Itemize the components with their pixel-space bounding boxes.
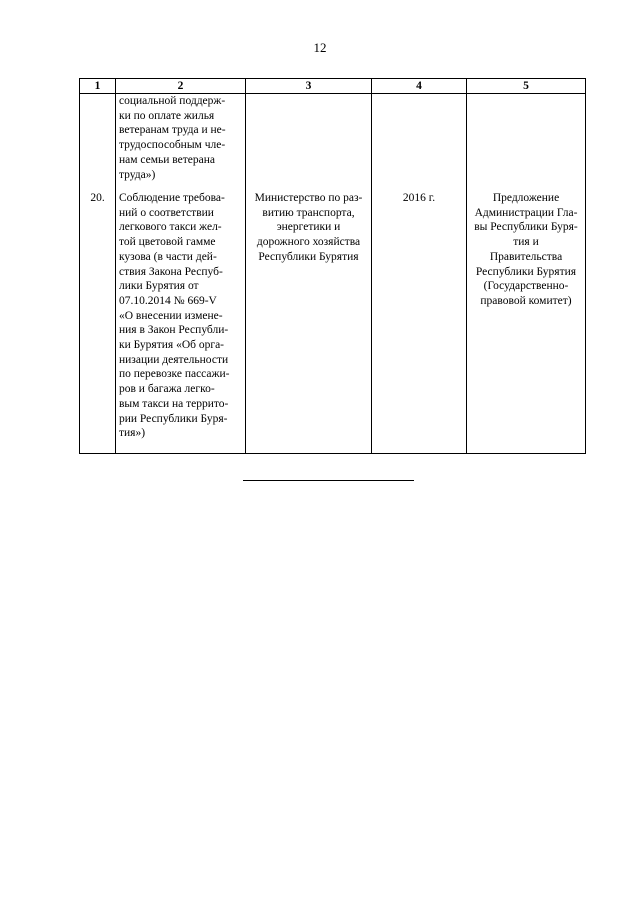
column-header: 2 (116, 79, 246, 94)
table-header-row (80, 79, 586, 94)
responsible-cell: Министерство по раз- витию транспорта, энергетики и дорожного хозяйства Республики Бурятия (246, 189, 372, 454)
source-cell (467, 94, 586, 190)
source-cell: Предложение Администрации Гла- вы Республики Буря- тия и Правительства Республики Бурятия (Государственно- правовой комитет) (467, 189, 586, 454)
deadline-cell (372, 94, 467, 190)
page-number: 12 (313, 40, 327, 55)
column-header: 3 (246, 79, 372, 94)
row-number-cell: 20. (80, 189, 116, 454)
responsible-cell (246, 94, 372, 190)
column-header: 5 (467, 79, 586, 94)
column-header: 4 (372, 79, 467, 94)
description-cell: социальной поддерж- ки по оплате жилья ветеранам труда и не- трудоспособным чле- нам семьи ветерана труда») (116, 94, 246, 190)
table-row (80, 189, 586, 454)
table-row (80, 94, 586, 190)
description-cell: Соблюдение требова- ний о соответствии легкового такси жел- той цветовой гамме кузова (в части дей- ствия Закона Респуб- лики Бурятия от 07.10.2014 № 669-V «О внесении измене- ния в Закон Республи- ки Бурятия «Об орга- низации деятельности по перевозке пассажи- ров и багажа легко- вым такси на террито- рии Республики Буря- тия») (116, 189, 246, 454)
end-divider (243, 480, 414, 481)
deadline-cell: 2016 г. (372, 189, 467, 454)
plan-table (79, 78, 586, 454)
column-header: 1 (80, 79, 116, 94)
row-number-cell (80, 94, 116, 190)
